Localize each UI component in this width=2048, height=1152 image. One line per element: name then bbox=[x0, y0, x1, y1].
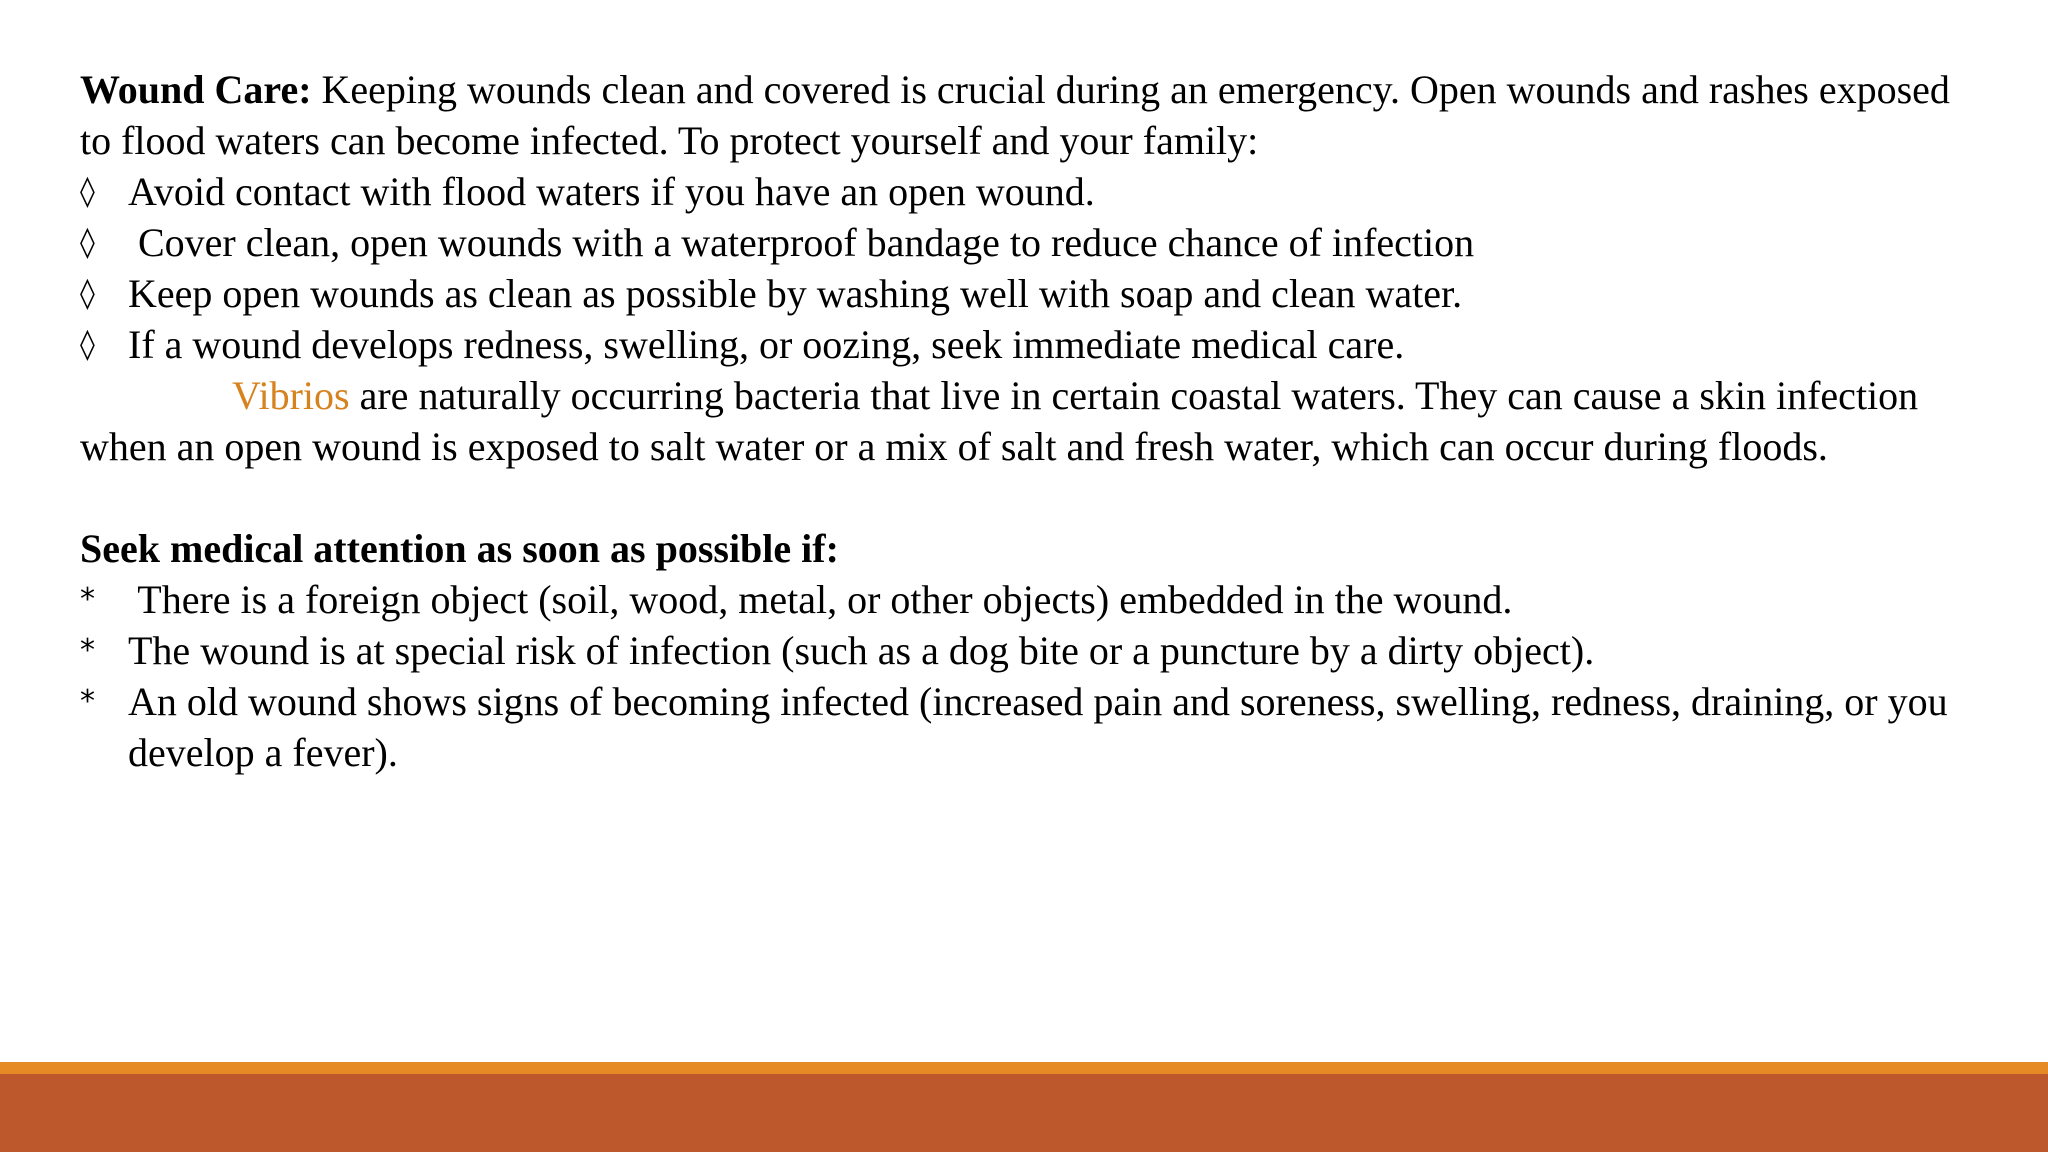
vibrios-text: are naturally occurring bacteria that live in certain coastal waters. They can cause a skin infection when an open wound is exposed to salt water or a mix of salt and fresh water, which can occur during floods. bbox=[80, 373, 1919, 469]
list-item-text: Keep open wounds as clean as possible by washing well with soap and clean water. bbox=[128, 271, 1463, 316]
slide-content bbox=[80, 64, 1980, 778]
list-item-text: Avoid contact with flood waters if you have an open wound. bbox=[128, 169, 1095, 214]
list-item bbox=[80, 217, 1980, 268]
diamond-bullet-icon: ◊ bbox=[80, 327, 95, 362]
asterisk-bullet-icon: * bbox=[80, 633, 95, 668]
list-item-text: The wound is at special risk of infection (such as a dog bite or a puncture by a dirty object). bbox=[128, 628, 1595, 673]
list-item bbox=[80, 319, 1980, 370]
list-item bbox=[80, 268, 1980, 319]
list-item bbox=[80, 166, 1980, 217]
asterisk-bullet-icon: * bbox=[80, 582, 95, 617]
wound-care-intro-text: Keeping wounds clean and covered is crucial during an emergency. Open wounds and rashes exposed to flood waters can become infected. To protect yourself and your family: bbox=[80, 67, 1950, 163]
diamond-bullet-icon: ◊ bbox=[80, 276, 95, 311]
vibrios-paragraph bbox=[80, 370, 1980, 472]
diamond-bullet-icon: ◊ bbox=[80, 225, 95, 260]
vibrios-term: Vibrios bbox=[232, 373, 350, 418]
footer-accent-line bbox=[0, 1062, 2048, 1074]
diamond-bullet-icon: ◊ bbox=[80, 174, 95, 209]
list-item bbox=[80, 574, 1980, 625]
list-item-text: There is a foreign object (soil, wood, metal, or other objects) embedded in the wound. bbox=[128, 577, 1513, 622]
list-item-text: If a wound develops redness, swelling, or oozing, seek immediate medical care. bbox=[128, 322, 1405, 367]
list-item-text: An old wound shows signs of becoming infected (increased pain and soreness, swelling, redness, draining, or you develop a fever). bbox=[128, 679, 1948, 775]
spacer bbox=[80, 472, 1980, 523]
wound-care-intro bbox=[80, 64, 1980, 166]
asterisk-bullet-icon: * bbox=[80, 684, 95, 719]
wound-care-list bbox=[80, 166, 1980, 370]
footer-bar bbox=[0, 1074, 2048, 1152]
list-item-text: Cover clean, open wounds with a waterproof bandage to reduce chance of infection bbox=[128, 220, 1475, 265]
list-item bbox=[80, 625, 1980, 676]
list-item bbox=[80, 676, 1980, 778]
medical-heading: Seek medical attention as soon as possible if: bbox=[80, 526, 839, 571]
medical-list bbox=[80, 574, 1980, 778]
wound-care-heading: Wound Care: bbox=[80, 67, 312, 112]
